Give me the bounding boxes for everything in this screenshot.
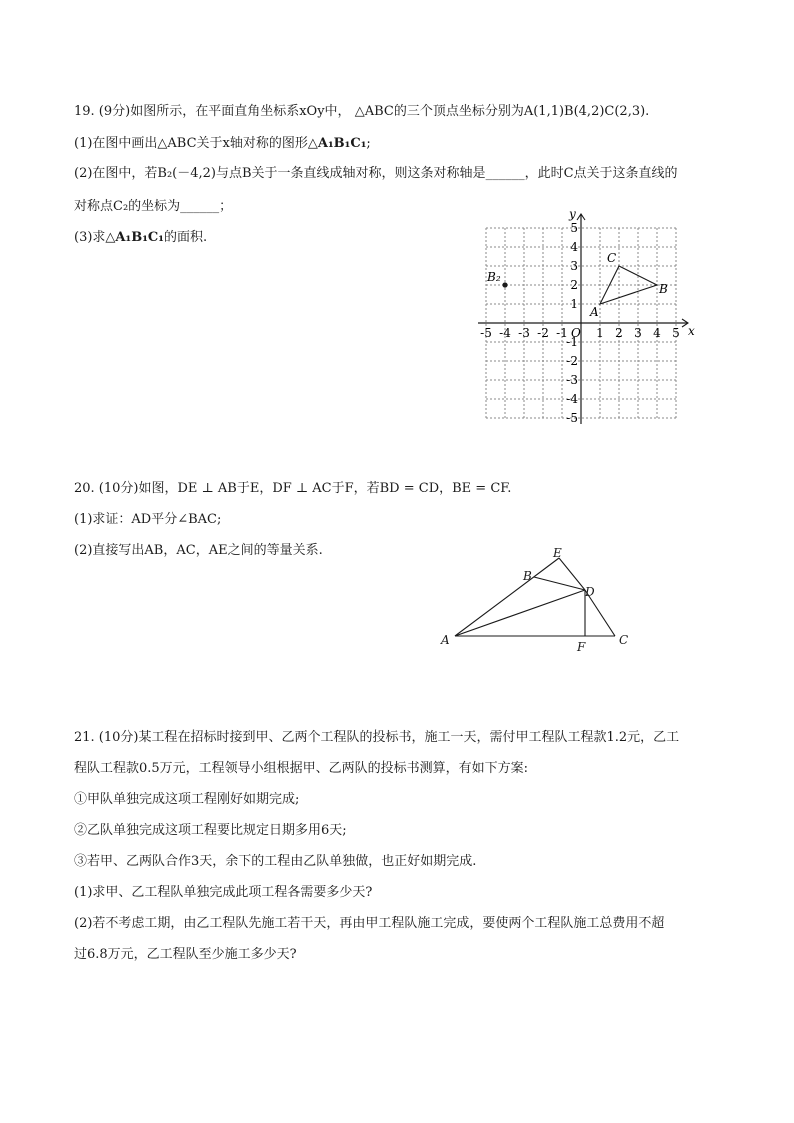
y-tick-label: 5 <box>570 221 578 235</box>
q19-part2-line1: (2)在图中，若B₂(－4,2)与点B关于一条直线成轴对称，则这条对称轴是______，此时C点关于这条直线的 <box>74 166 678 181</box>
q21-part2-line1: (2)若不考虑工期，由乙工程队先施工若干天，再由甲工程队施工完成，要使两个工程队施工总费用不超 <box>74 916 665 931</box>
y-tick-label: -1 <box>566 335 578 349</box>
x-axis-label: x <box>688 324 695 338</box>
x-tick-label: 1 <box>596 326 604 340</box>
point-label-c: C <box>607 251 617 265</box>
q21-line-1: 21. (10分)某工程在招标时接到甲、乙两个工程队的投标书，施工一天，需付甲工程队工程款1.2元，乙工 <box>74 730 680 745</box>
label-b: B <box>523 569 532 583</box>
point-label-a: A <box>590 305 599 319</box>
q21-line-2: 程队工程款0.5万元，工程领导小组根据甲、乙两队的投标书测算，有如下方案: <box>74 761 529 776</box>
x-tick-label: 3 <box>634 326 642 340</box>
axes <box>478 207 695 424</box>
y-tick-label: 2 <box>570 278 578 292</box>
x-tick-label: 4 <box>653 326 661 340</box>
x-tick-label: -3 <box>518 326 530 340</box>
x-tick-label: -1 <box>556 326 568 340</box>
triangle-abc <box>600 266 657 304</box>
segment-ed <box>559 558 585 590</box>
q19-part2-line2: 对称点C₂的坐标为______； <box>74 199 233 214</box>
q20-part2: (2)直接写出AB，AC，AE之间的等量关系. <box>74 543 323 558</box>
q21-option-1: ①甲队单独完成这项工程刚好如期完成; <box>74 792 300 807</box>
y-tick-label: -2 <box>566 354 578 368</box>
label-e: E <box>553 546 562 560</box>
segment-ae <box>455 558 559 636</box>
label-a: A <box>441 633 450 647</box>
q19-head-text: 19. (9分)如图所示，在平面直角坐标系xOy中， <box>74 104 351 119</box>
x-tick-label: -4 <box>499 326 511 340</box>
y-axis-label: y <box>569 207 576 221</box>
y-tick-label: -5 <box>566 411 578 425</box>
segment-bd <box>534 577 585 590</box>
answer-blank: ______ <box>485 166 525 181</box>
x-tick-label: 2 <box>615 326 623 340</box>
y-tick-label: 4 <box>570 240 578 254</box>
q19-heading <box>74 103 649 121</box>
triangle-symbol: △ <box>354 104 365 119</box>
y-tick-label: -3 <box>566 373 578 387</box>
point-label-b₂: B₂ <box>487 270 501 284</box>
origin-label: O <box>571 326 581 340</box>
y-tick-label: 3 <box>570 259 578 273</box>
coordinate-grid-figure <box>470 205 702 433</box>
q19-part1: (1)在图中画出△ABC关于x轴对称的图形△A₁B₁C₁; <box>74 136 371 151</box>
x-tick-label: -5 <box>480 326 492 340</box>
segment-ad <box>455 590 585 636</box>
q21-part2-line2: 过6.8万元，乙工程队至少施工多少天? <box>74 947 297 962</box>
q19-head-text-2: ABC的三个顶点坐标分别为A(1,1)B(4,2)C(2,3). <box>364 104 650 119</box>
label-d: D <box>585 585 595 599</box>
y-tick-label: -4 <box>566 392 578 406</box>
label-c: C <box>619 633 629 647</box>
q21-option-2: ②乙队单独完成这项工程要比规定日期多用6天; <box>74 823 347 838</box>
point-label-b: B <box>659 282 668 296</box>
x-tick-label: -2 <box>537 326 549 340</box>
q20-heading: 20. (10分)如图，DE ⊥ AB于E，DF ⊥ AC于F，若BD = CD，BE = CF. <box>74 481 512 496</box>
point-b2-dot <box>502 282 507 287</box>
q21-option-3: ③若甲、乙两队合作3天，余下的工程由乙队单独做，也正好如期完成. <box>74 854 477 869</box>
q19-part3: (3)求△A₁B₁C₁的面积. <box>74 230 208 245</box>
geometry-figure <box>435 545 635 655</box>
answer-blank: ______ <box>180 199 220 214</box>
y-tick-label: 1 <box>570 297 578 311</box>
triangle-abc-outline <box>600 266 657 304</box>
label-f: F <box>577 640 586 654</box>
q21-part1: (1)求甲、乙工程队单独完成此项工程各需要多少天? <box>74 885 373 900</box>
q20-part1: (1)求证：AD平分∠BAC; <box>74 512 222 527</box>
x-tick-label: 5 <box>672 326 680 340</box>
